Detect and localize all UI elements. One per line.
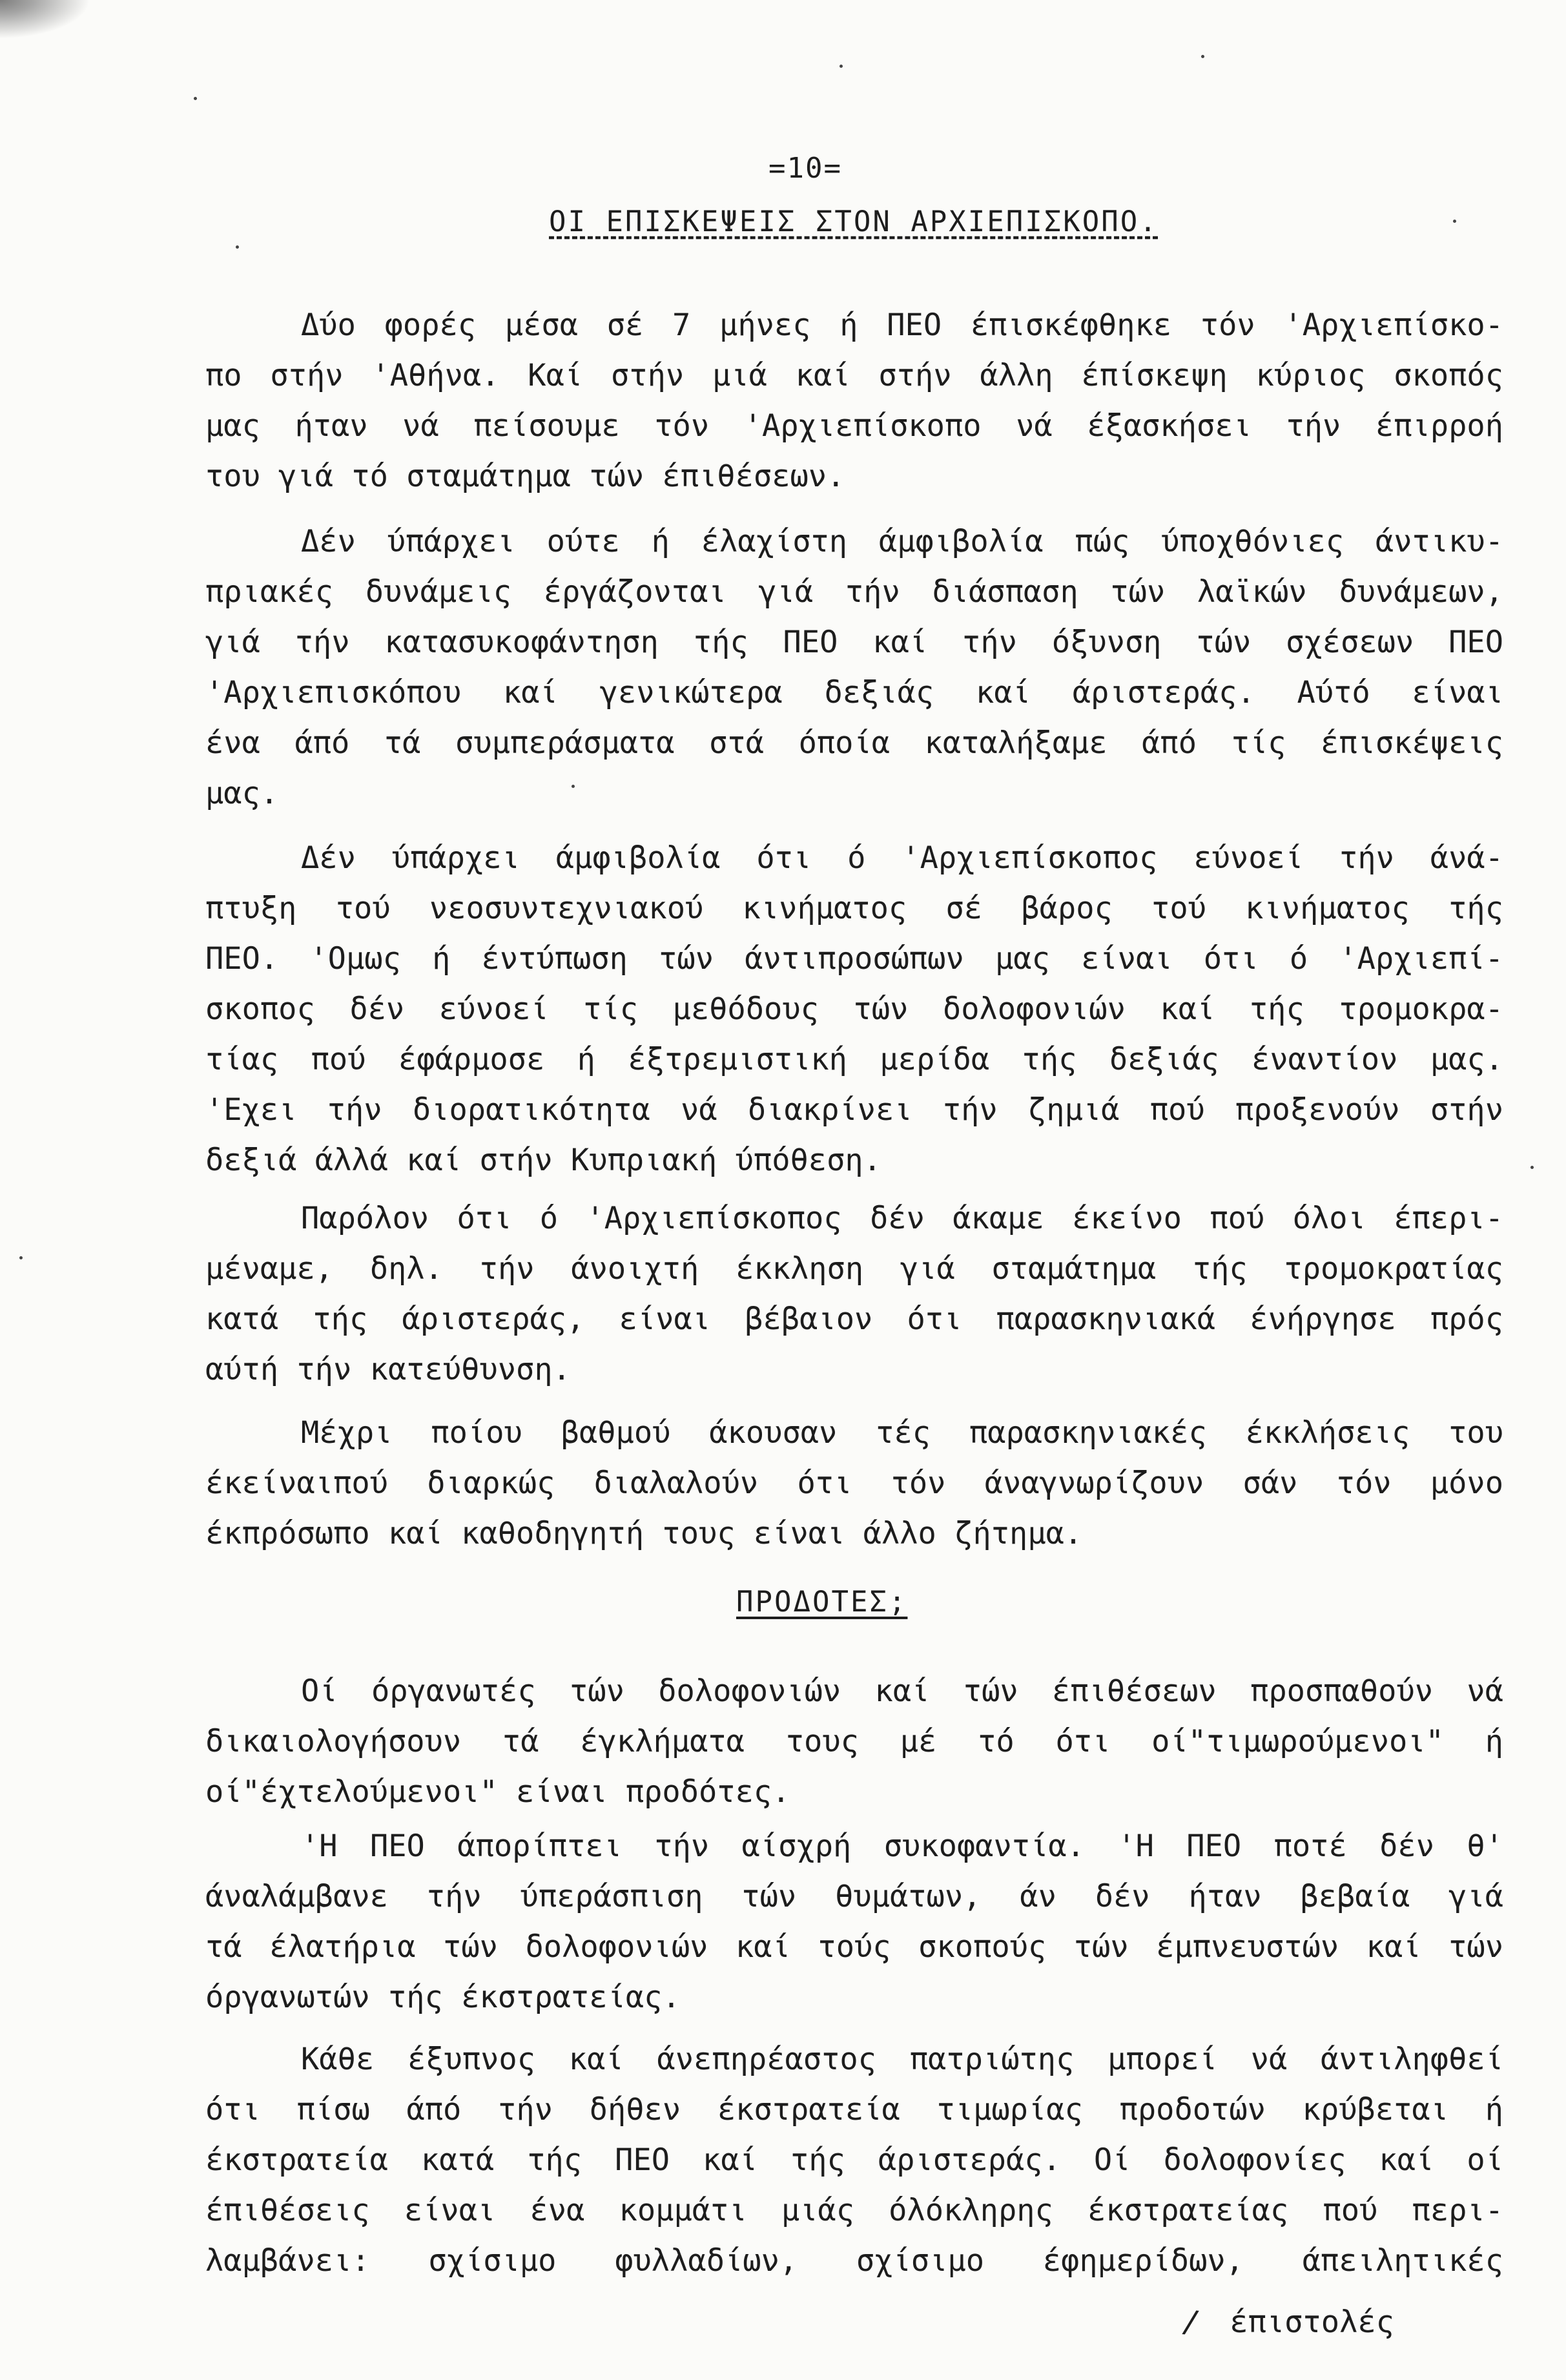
text-line: Παρόλον ότι ό 'Αρχιεπίσκοπος δέν άκαμε έκείνο πού όλοι έπερι- [301, 1201, 1503, 1236]
text-line: μας. [205, 776, 279, 811]
text-line: κατά τής άριστεράς, είναι βέβαιον ότι παρασκηνιακά ένήργησε πρός [205, 1301, 1503, 1337]
text-line: λαμβάνει: σχίσιμο φυλλαδίων, σχίσιμο έφημερίδων, άπειλητικές [205, 2243, 1503, 2279]
slash-mark: / [1180, 2303, 1202, 2341]
text-line: ένα άπό τά συμπεράσματα στά όποία καταλήξαμε άπό τίς έπισκέψεις [205, 725, 1503, 761]
text-line: πριακές δυνάμεις έργάζονται γιά τήν διάσπαση τών λαϊκών δυνάμεων, [205, 574, 1503, 610]
text-line: Δύο φορές μέσα σέ 7 μήνες ή ΠΕΟ έπισκέφθηκε τόν 'Αρχιεπίσκο- [301, 307, 1503, 343]
scan-speck [840, 65, 843, 68]
text-line: έκστρατεία κατά τής ΠΕΟ καί τής άριστεράς. Οί δολοφονίες καί οί [205, 2142, 1503, 2178]
scan-speck [19, 1256, 23, 1259]
scan-shadow-corner [0, 0, 90, 39]
text-line: δεξιά άλλά καί στήν Κυπριακή ύπόθεση. [205, 1143, 881, 1178]
text-line: Δέν ύπάρχει άμφιβολία ότι ό 'Αρχιεπίσκοπος εύνοεί τήν άνά- [301, 840, 1503, 876]
paragraph-4 [205, 1194, 1503, 1395]
text-line: όργανωτών τής έκστρατείας. [205, 1980, 681, 2015]
text-line: ότι πίσω άπό τήν δήθεν έκστρατεία τιμωρίας προδοτών κρύβεται ή [205, 2092, 1503, 2127]
text-line: Μέχρι ποίου βαθμού άκουσαν τές παρασκηνιακές έκκλήσεις του [301, 1415, 1503, 1451]
text-line: άναλάμβανε τήν ύπεράσπιση τών θυμάτων, άν δέν ήταν βεβαία γιά [205, 1879, 1503, 1914]
paragraph-8 [205, 2034, 1503, 2286]
text-line: τίας πού έφάρμοσε ή έξτρεμιστική μερίδα τής δεξιάς έναντίον μας. [205, 1042, 1503, 1077]
paragraph-2 [205, 517, 1503, 819]
text-line: ΠΕΟ. 'Ομως ή έντύπωση τών άντιπροσώπων μας είναι ότι ό 'Αρχιεπί- [205, 941, 1503, 977]
text-line: Οί όργανωτές τών δολοφονιών καί τών έπιθέσεων προσπαθούν νά [301, 1673, 1503, 1709]
scan-speck [1201, 55, 1204, 58]
scan-speck [236, 245, 239, 249]
text-line: 'Αρχιεπισκόπου καί γενικώτερα δεξιάς καί άριστεράς. Αύτό είναι [205, 675, 1503, 710]
text-line: αύτή τήν κατεύθυνση. [205, 1352, 571, 1387]
scan-speck [194, 97, 197, 100]
text-line: μας ήταν νά πείσουμε τόν 'Αρχιεπίσκοπο νά έξασκήσει τήν έπιρροή [205, 408, 1503, 444]
text-line: έκείναιπού διαρκώς διαλαλούν ότι τόν άναγνωρίζουν σάν τόν μόνο [205, 1465, 1503, 1501]
text-line: του γιά τό σταμάτημα τών έπιθέσεων. [205, 459, 845, 494]
text-line: πτυξη τού νεοσυντεχνιακού κινήματος σέ βάρος τού κινήματος τής [205, 891, 1503, 926]
catchword [1182, 2304, 1394, 2340]
paragraph-5 [205, 1408, 1503, 1559]
paragraph-6 [205, 1666, 1503, 1817]
text-line: έπιθέσεις είναι ένα κομμάτι μιάς όλόκληρης έκστρατείας πού περι- [205, 2193, 1503, 2228]
text-line: 'Η ΠΕΟ άπορίπτει τήν αίσχρή συκοφαντία. 'Η ΠΕΟ ποτέ δέν θ' [301, 1828, 1503, 1864]
page-title: ΟΙ ΕΠΙΣΚΕΨΕΙΣ ΣΤΟΝ ΑΡΧΙΕΠΙΣΚΟΠΟ. [549, 205, 1159, 238]
text-line: τά έλατήρια τών δολοφονιών καί τούς σκοπούς τών έμπνευστών καί τών [205, 1929, 1503, 1965]
text-line: έκπρόσωπο καί καθοδηγητή τους είναι άλλο ζήτημα. [205, 1516, 1083, 1551]
text-line: Κάθε έξυπνος καί άνεπηρέαστος πατριώτης μπορεί νά άντιληφθεί [301, 2042, 1503, 2077]
scan-speck [1453, 220, 1456, 223]
text-line: Δέν ύπάρχει ούτε ή έλαχίστη άμφιβολία πώς ύποχθόνιες άντικυ- [301, 524, 1503, 559]
text-line: δικαιολογήσουν τά έγκλήματα τους μέ τό ότι οί"τιμωρούμενοι" ή [205, 1724, 1503, 1759]
text-line: μέναμε, δηλ. τήν άνοιχτή έκκληση γιά σταμάτημα τής τρομοκρατίας [205, 1251, 1503, 1287]
paragraph-7 [205, 1821, 1503, 2023]
text-line: οί"έχτελούμενοι" είναι προδότες. [205, 1774, 790, 1810]
scan-speck [1530, 1166, 1534, 1169]
catchword-text: έπιστολές [1230, 2304, 1394, 2340]
text-line: 'Εχει τήν διορατικότητα νά διακρίνει τήν ζημιά πού προξενούν στήν [205, 1092, 1503, 1128]
section-heading: ΠΡΟΔΟΤΕΣ; [736, 1586, 908, 1619]
page-number: =10= [768, 152, 842, 185]
paragraph-3 [205, 833, 1503, 1186]
text-line: γιά τήν κατασυκοφάντηση τής ΠΕΟ καί τήν όξυνση τών σχέσεων ΠΕΟ [205, 625, 1503, 660]
text-line: πο στήν 'Αθήνα. Καί στήν μιά καί στήν άλλη έπίσκεψη κύριος σκοπός [205, 358, 1503, 393]
text-line: σκοπος δέν εύνοεί τίς μεθόδους τών δολοφονιών καί τής τρομοκρα- [205, 991, 1503, 1027]
paragraph-1 [205, 300, 1503, 502]
